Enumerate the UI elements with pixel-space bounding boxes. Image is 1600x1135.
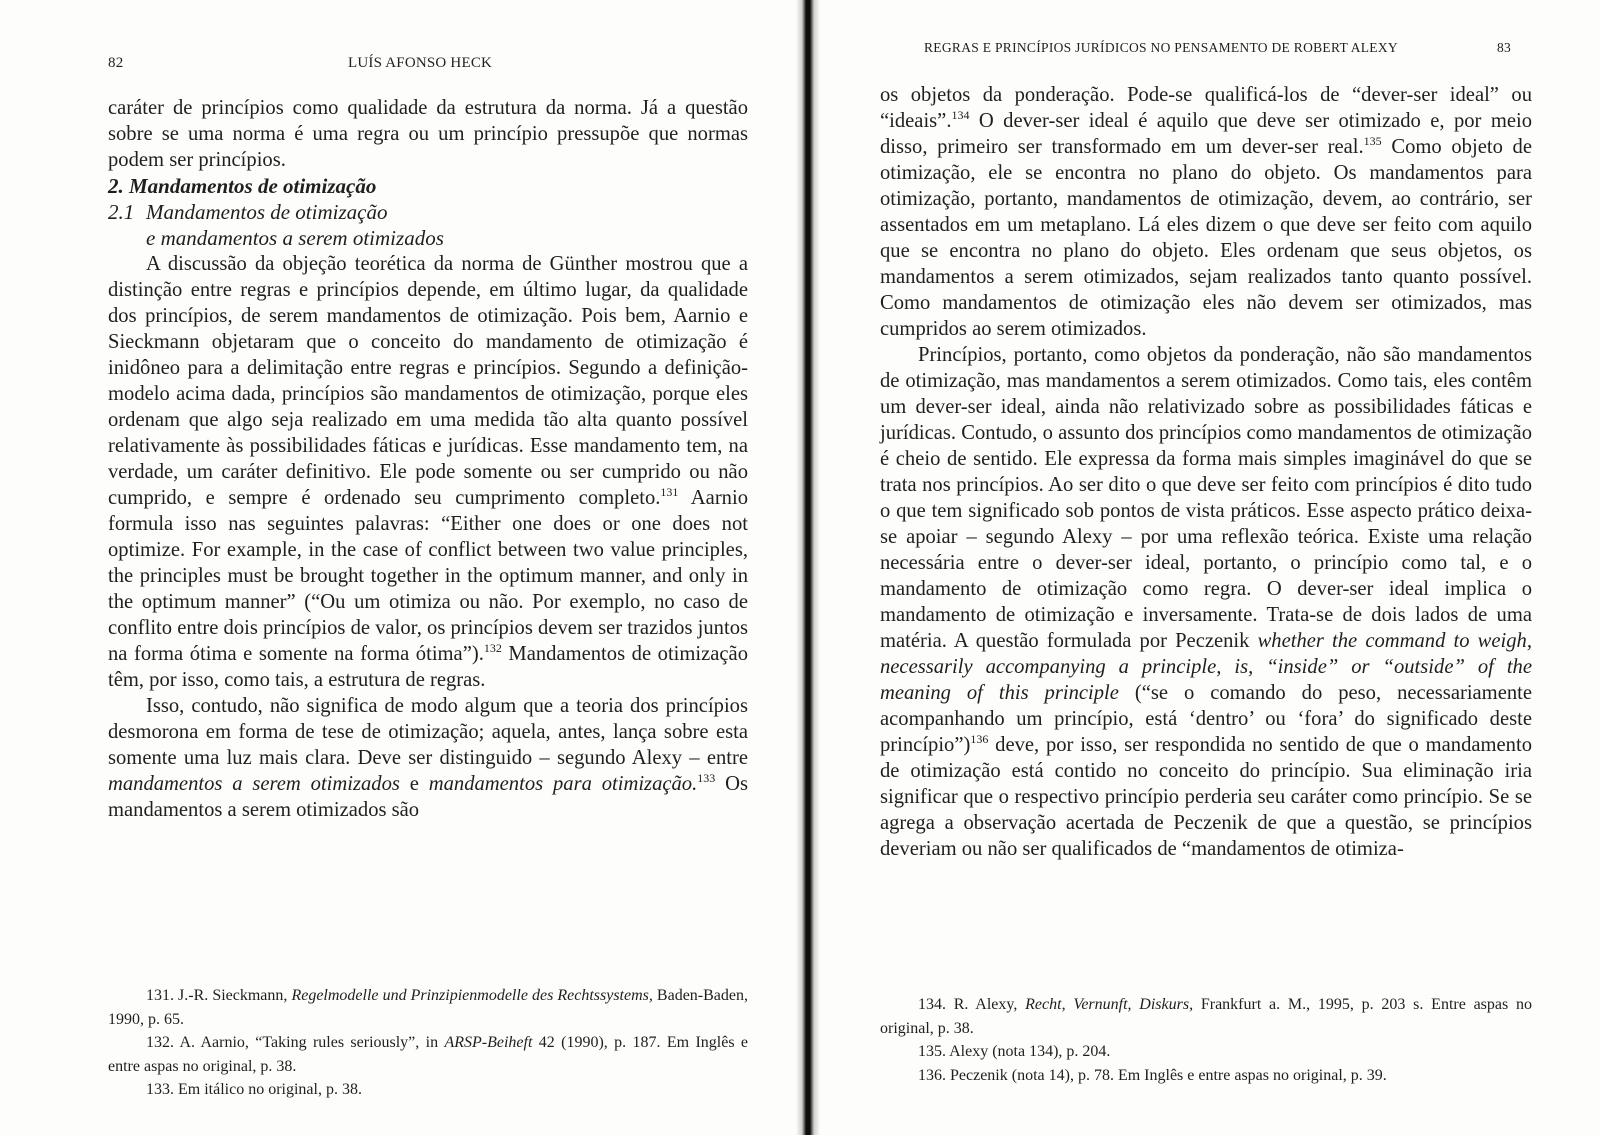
text-run: Os mandamentos a serem otimizados são [108,773,748,821]
footnote-ref[interactable]: 134 [951,108,970,123]
paragraph [108,693,748,823]
subsection-title-line2: e mandamentos a serem otimizados [146,226,444,250]
text-run: Princípios, portanto, como objetos da ponderação, não são mandamentos de otimização, mas mandamentos a serem otimizados. Como tais, eles contêm um dever-ser ideal, ainda não relativizado sobre as possibilidades fáticas e jurídicas. Contudo, o assunto dos princípios como mandamentos de otimização é cheio de sentido. Ele expressa da forma mais simples imaginável do que se trata nos princípios. Ao ser dito o que deve ser feito com princípios é dito tudo o que tem significado sob pontos de vista práticos. Esse aspecto prático deixa-se apoiar – segundo Alexy – por uma reflexão teórica. Existe uma relação necessária entre o dever-ser ideal, portanto, o princípio como tal, e o mandamento de otimização como regra. O dever-ser ideal implica o mandamento de otimização e inversamente. Trata-se de dois lados de uma matéria. A questão formulada por Peczenik [880,344,1532,652]
text-run: Como objeto de otimização, ele se encontra no plano do objeto. Os mandamentos para otimização, portanto, mandamentos de otimização, devem, ao contrário, ser assentados em um metaplano. Lá eles dizem o que deve ser feito com aquilo que se encontra no plano do objeto. Eles ordenam que seus objetos, os mandamentos a serem otimizados, sejam realizados tanto quanto possível. Como mandamentos de otimização eles não devem ser otimizados, mas cumpridos ao serem otimizados. [880,136,1532,340]
body-text-left [108,95,748,823]
text-run: e [399,773,429,795]
footnote-131 [108,984,748,1031]
paragraph: caráter de princípios como qualidade da estrutura da norma. Já a questão sobre se uma norma é uma regra ou um princípio pressupõe que normas podem ser princípios. [108,97,748,171]
italic-term: mandamentos para otimização. [428,773,698,795]
footnote-italic: Recht, Vernunft, Diskurs, [1025,996,1194,1013]
right-page [800,0,1600,1135]
text-run: Aarnio formula isso nas seguintes palavras: “Either one does or one does not optimize. For example, in the case of conflict between two value principles, the principles must be brought together in the optimum manner, and only in the optimum manner” (“Ou um otimiza ou não. Por exemplo, no caso de conflito entre dois princípios de valor, os princípios devem ser trazidos juntos na forma ótima e somente na forma ótima”). [108,487,748,665]
text-run: deve, por isso, ser respondida no sentido de que o mandamento de otimização está contido no conceito do princípio. Sua eliminação iria significar que o respectivo princípio perderia seu caráter como princípio. Se se agrega a observação acertada de Peczenik de que a questão, se princípios deveriam ou não ser qualificados de “mandamentos de otimiza- [880,734,1532,860]
footnote-ref[interactable]: 136 [970,732,989,747]
italic-quote: whether the command to weigh, necessarily accompanying a principle, is, “inside” or “outside” of the meaning of this principle [880,630,1532,704]
subsection-number: 2.1 [108,200,135,224]
text-run: A discussão da objeção teorética da norma de Günther mostrou que a distinção entre regras e princípios depende, em último lugar, da qualidade dos princípios, de serem mandamentos de otimização. Pois bem, Aarnio e Sieckmann objetaram que o conceito do mandamento de otimização é inidôneo para a delimitação entre regras e princípios. Segundo a definição-modelo acima dada, princípios são mandamentos de otimização, porque eles ordenam que algo seja realizado em uma medida tão alta quanto possível relativamente às possibilidades fáticas e jurídicas. Esse mandamento tem, na verdade, um caráter definitivo. Ele pode somente ou ser cumprido ou não cumprido, e sempre é ordenado seu cumprimento completo. [108,253,748,509]
footnote-132 [108,1031,748,1078]
footnote-ref[interactable]: 132 [483,641,502,656]
footnote-text: 42 (1990), p. 187. Em Inglês e entre aspas no original, p. 38. [108,1034,749,1075]
text-run: Mandamentos de otimização têm, por isso, como tais, a estrutura de regras. [108,643,748,691]
footnote-text: Baden-Baden, 1990, p. 65. [108,987,748,1028]
footnote-134 [880,993,1532,1040]
italic-term: mandamentos a serem otimizados [108,773,400,795]
running-title-left: LUÍS AFONSO HECK [348,55,493,71]
text-run: Isso, contudo, não significa de modo algum que a teoria dos princípios desmorona em forma de tese de otimização; aquela, antes, lança sobre esta somente uma luz mais clara. Deve ser distinguido – segundo Alexy – entre [108,695,748,769]
footnote-italic: ARSP-Beiheft [444,1034,533,1051]
footnote-text: 132. A. Aarnio, “Taking rules seriously”, in [146,1034,445,1051]
subsection-heading [108,199,748,251]
section-heading: 2. Mandamentos de otimização [108,174,377,198]
footnote-text: 131. J.-R. Sieckmann, [146,987,292,1004]
page-number-right: 83 [1497,40,1511,55]
paragraph [108,251,748,693]
footnote-ref[interactable]: 133 [697,771,716,786]
footnote-italic: Regelmodelle und Prinzipienmodelle des Rechtssystems, [291,987,653,1004]
footnote-133: 133. Em itálico no original, p. 38. [146,1081,362,1098]
footnote-ref[interactable]: 135 [1363,134,1382,149]
page-number-left: 82 [108,55,124,71]
text-run: (“se o comando do peso, necessariamente acompanhando um princípio, está ‘dentro’ ou ‘fora’ do significado deste princípio”) [880,682,1532,756]
paragraph [880,82,1532,342]
running-title-right: REGRAS E PRINCÍPIOS JURÍDICOS NO PENSAMENTO DE ROBERT ALEXY [924,40,1398,55]
footnotes-left [108,984,748,1102]
footnote-text: 134. R. Alexy, [918,996,1026,1013]
footnote-135: 135. Alexy (nota 134), p. 204. [918,1043,1111,1060]
footnotes-right [880,993,1532,1087]
subsection-title-line1: Mandamentos de otimização [146,200,388,224]
text-run: os objetos da ponderação. Pode-se qualificá-los de “dever-ser ideal” ou “ideais”. [880,84,1532,132]
body-text-right [880,82,1532,862]
footnote-text: Frankfurt a. M., 1995, p. 203 s. Entre aspas no original, p. 38. [880,996,1532,1037]
paragraph [880,342,1532,862]
footnote-ref[interactable]: 131 [660,485,679,500]
footnote-136: 136. Peczenik (nota 14), p. 78. Em Inglês e entre aspas no original, p. 39. [918,1066,1387,1084]
text-run: O dever-ser ideal é aquilo que deve ser otimizado e, por meio disso, primeiro ser transformado em um dever-ser real. [880,110,1532,158]
